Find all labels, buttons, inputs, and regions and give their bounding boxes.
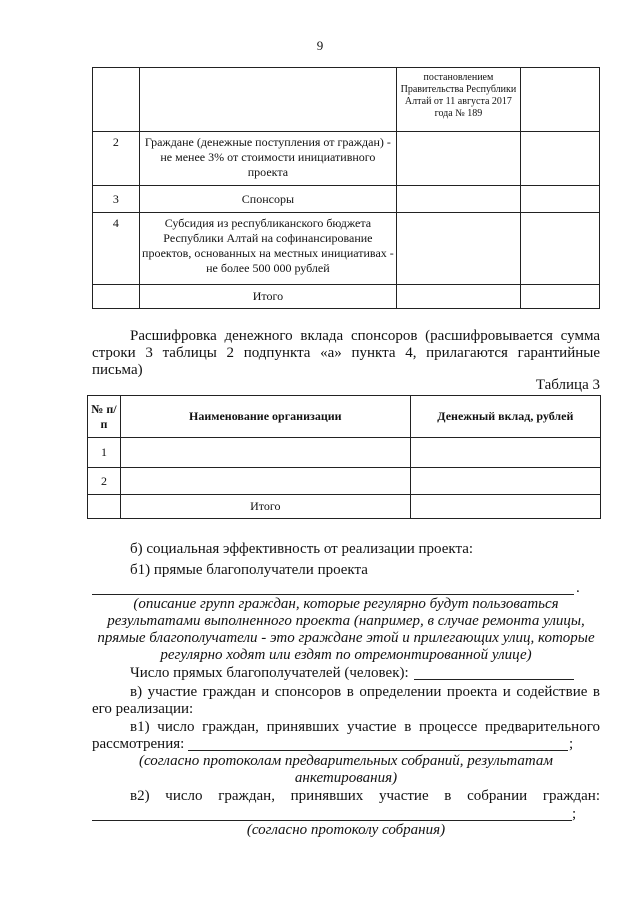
source-name-cell: Спонсоры <box>139 186 397 213</box>
row-number-cell <box>93 285 140 309</box>
amount-cell <box>410 495 600 519</box>
source-note-cell <box>397 213 521 285</box>
row-number-cell: 2 <box>88 468 121 495</box>
page-number: 9 <box>316 38 324 53</box>
source-value-cell <box>520 68 599 132</box>
table-row <box>88 468 601 495</box>
b1-hint-line: регулярно ходят или ездят по отремонтированной улице) <box>160 647 532 663</box>
b1-hint-line: (описание групп граждан, которые регулярно будут пользоваться <box>133 596 559 612</box>
header-amount: Денежный вклад, рублей <box>410 396 600 438</box>
section-b1-label: б1) прямые благополучатели проекта <box>130 562 368 578</box>
sponsors-intro-line: Расшифровка денежного вклада спонсоров (расшифровывается сумма <box>130 328 600 344</box>
row-number-cell: 1 <box>88 438 121 468</box>
v1-hint-line: анкетирования) <box>294 770 398 786</box>
row-number-cell: 4 <box>93 213 140 285</box>
section-v-line: в) участие граждан и спонсоров в определении проекта и содействие в <box>130 684 600 700</box>
header-num: № п/п <box>88 396 121 438</box>
source-value-cell <box>520 132 599 186</box>
v1-label: рассмотрения: <box>92 736 185 752</box>
v1-end: ; <box>569 736 574 752</box>
organization-cell <box>120 468 410 495</box>
header-organization: Наименование организации <box>120 396 410 438</box>
table-row <box>93 186 600 213</box>
v1-blank-line <box>188 750 568 751</box>
v2-blank-line <box>92 820 572 821</box>
v2-end: ; <box>572 806 577 822</box>
source-value-cell <box>520 285 599 309</box>
table-row <box>93 285 600 309</box>
b1-hint-line: прямые благополучатели - это граждане этой и прилегающих улиц, которые <box>97 630 595 646</box>
amount-cell <box>410 468 600 495</box>
direct-beneficiaries-label: Число прямых благополучателей (человек): <box>130 665 409 681</box>
row-number-cell: 3 <box>93 186 140 213</box>
source-note-cell <box>397 186 521 213</box>
sponsors-table <box>87 395 601 519</box>
table-row <box>88 495 601 519</box>
source-value-cell <box>520 213 599 285</box>
section-v-line: его реализации: <box>92 701 194 717</box>
row-number-cell <box>88 495 121 519</box>
table-row <box>93 132 600 186</box>
v2-line: в2) число граждан, принявших участие в собрании граждан: <box>130 788 600 804</box>
source-value-cell <box>520 186 599 213</box>
v2-hint: (согласно протоколу собрания) <box>246 822 446 838</box>
row-number-cell: 2 <box>93 132 140 186</box>
total-label-cell: Итого <box>120 495 410 519</box>
direct-beneficiaries-blank <box>414 679 574 680</box>
v1-line: в1) число граждан, принявших участие в процессе предварительного <box>130 719 600 735</box>
table-row <box>88 438 601 468</box>
source-name-cell: Субсидия из республиканского бюджета Республики Алтай на софинансирование проектов, основанных на местных инициативах - не более 500 000 рублей <box>139 213 397 285</box>
amount-cell <box>410 438 600 468</box>
sponsors-intro-line: строки 3 таблицы 2 подпункта «а» пункта 4, прилагаются гарантийные <box>92 345 600 361</box>
table-row <box>93 213 600 285</box>
source-name-cell <box>139 68 397 132</box>
v1-hint-line: (согласно протоколам предварительных собраний, результатам <box>138 753 554 769</box>
total-label-cell: Итого <box>139 285 397 309</box>
row-number-cell <box>93 68 140 132</box>
funding-sources-table <box>92 67 600 309</box>
table-header-row <box>88 396 601 438</box>
source-note-cell <box>397 285 521 309</box>
source-note-cell: постановлением Правительства Республики Алтай от 11 августа 2017 года № 189 <box>397 68 521 132</box>
section-b-title: б) социальная эффективность от реализации проекта: <box>130 541 474 557</box>
table3-caption: Таблица 3 <box>535 377 600 393</box>
b1-period: . <box>576 580 580 596</box>
table-row <box>93 68 600 132</box>
source-note-cell <box>397 132 521 186</box>
sponsors-intro-line: письма) <box>92 362 143 378</box>
b1-blank-line <box>92 594 574 595</box>
b1-hint-line: результатами выполненного проекта (например, в случае ремонта улицы, <box>107 613 585 629</box>
organization-cell <box>120 438 410 468</box>
source-name-cell: Граждане (денежные поступления от граждан) - не менее 3% от стоимости инициативного проекта <box>139 132 397 186</box>
